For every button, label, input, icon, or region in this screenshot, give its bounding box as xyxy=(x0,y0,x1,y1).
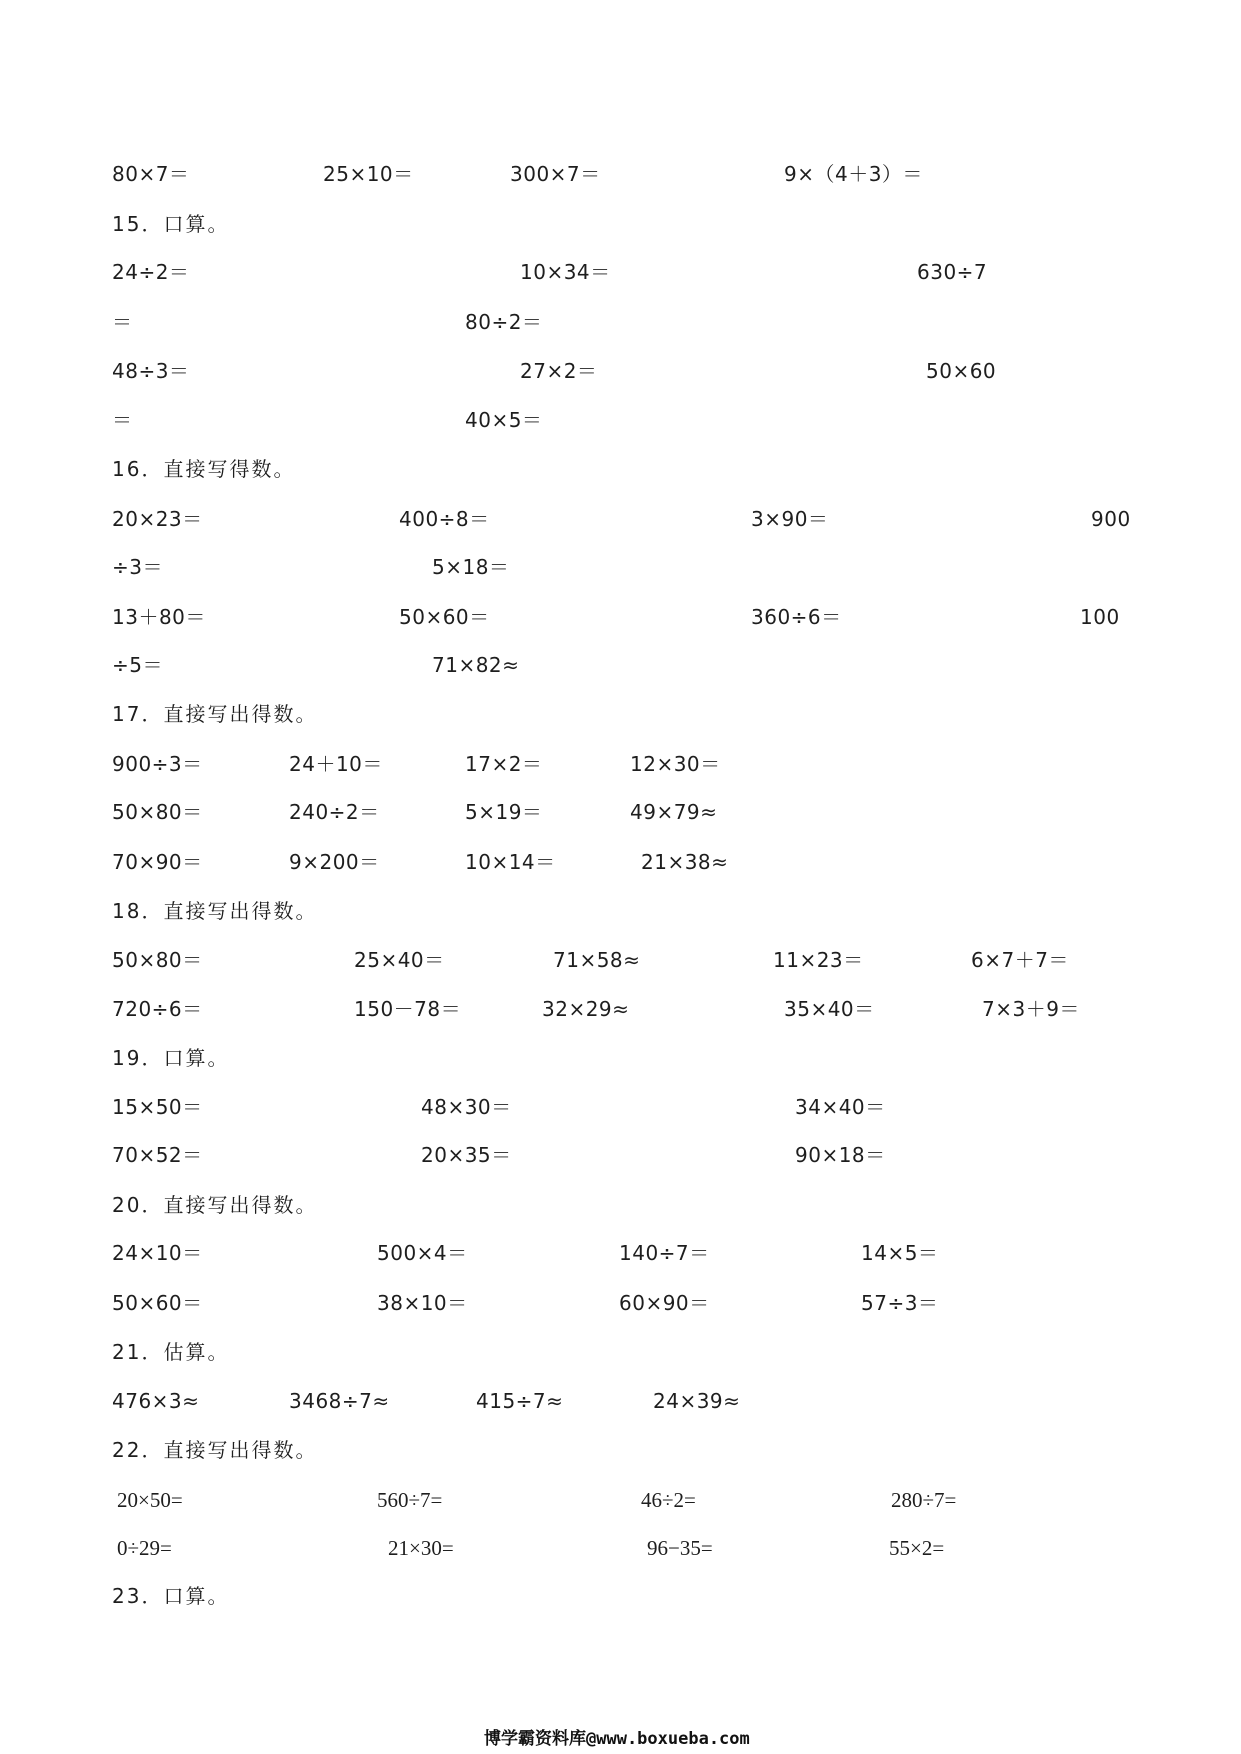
exercise-item: 240÷2＝ xyxy=(289,800,380,824)
exercise-item: 900÷3＝ xyxy=(112,752,203,776)
exercise-item: 96−35= xyxy=(647,1536,713,1560)
exercise-item: 3×90＝ xyxy=(751,507,829,531)
exercise-item: 10×14＝ xyxy=(465,850,556,874)
exercise-item: 415÷7≈ xyxy=(476,1389,564,1413)
exercise-item: 70×52＝ xyxy=(112,1143,203,1167)
exercise-item: ÷3＝ xyxy=(112,555,163,579)
exercise-item: 57÷3＝ xyxy=(861,1291,939,1315)
exercise-item: 46÷2= xyxy=(641,1488,696,1512)
exercise-item: 25×10＝ xyxy=(323,162,414,186)
exercise-item: 280÷7= xyxy=(891,1488,957,1512)
exercise-item: 50×60 xyxy=(926,359,997,383)
exercise-item: 25×40＝ xyxy=(354,948,445,972)
exercise-item: 20×50= xyxy=(117,1488,183,1512)
exercise-item: 500×4＝ xyxy=(377,1241,468,1265)
exercise-item: 17×2＝ xyxy=(465,752,543,776)
exercise-item: 560÷7= xyxy=(377,1488,443,1512)
exercise-item: 24×10＝ xyxy=(112,1241,203,1265)
exercise-item: 21×30= xyxy=(388,1536,454,1560)
exercise-item: 9×200＝ xyxy=(289,850,380,874)
exercise-item: 14×5＝ xyxy=(861,1241,939,1265)
exercise-item: 100 xyxy=(1080,605,1120,629)
exercise-item: 70×90＝ xyxy=(112,850,203,874)
exercise-item: 71×82≈ xyxy=(432,653,520,677)
section-title: 23．口算。 xyxy=(112,1584,230,1608)
exercise-item: 300×7＝ xyxy=(510,162,601,186)
exercise-item: 40×5＝ xyxy=(465,408,543,432)
exercise-item: 34×40＝ xyxy=(795,1095,886,1119)
footer-watermark: 博学霸资料库@www.boxueba.com xyxy=(484,1729,750,1749)
exercise-item: 80×7＝ xyxy=(112,162,190,186)
exercise-item: 50×60＝ xyxy=(112,1291,203,1315)
exercise-item: 27×2＝ xyxy=(520,359,598,383)
exercise-item: 24＋10＝ xyxy=(289,752,383,776)
exercise-item: 360÷6＝ xyxy=(751,605,842,629)
exercise-item: 7×3＋9＝ xyxy=(982,997,1080,1021)
section-title: 18．直接写出得数。 xyxy=(112,899,318,923)
exercise-item: ÷5＝ xyxy=(112,653,163,677)
exercise-item: 5×19＝ xyxy=(465,800,543,824)
exercise-item: 20×23＝ xyxy=(112,507,203,531)
section-title: 15．口算。 xyxy=(112,212,230,236)
exercise-item: 20×35＝ xyxy=(421,1143,512,1167)
exercise-item: 900 xyxy=(1091,507,1131,531)
exercise-item: 10×34＝ xyxy=(520,260,611,284)
exercise-item: 9×（4＋3）＝ xyxy=(784,162,923,186)
exercise-item: 80÷2＝ xyxy=(465,310,543,334)
exercise-item: 12×30＝ xyxy=(630,752,721,776)
exercise-item: 13＋80＝ xyxy=(112,605,206,629)
exercise-item: 21×38≈ xyxy=(641,850,729,874)
exercise-item: 140÷7＝ xyxy=(619,1241,710,1265)
exercise-item: 11×23＝ xyxy=(773,948,864,972)
exercise-item: 55×2= xyxy=(889,1536,945,1560)
section-title: 20．直接写出得数。 xyxy=(112,1193,318,1217)
exercise-item: 630÷7 xyxy=(917,260,988,284)
exercise-item: ＝ xyxy=(112,310,133,334)
exercise-item: 476×3≈ xyxy=(112,1389,200,1413)
exercise-item: 3468÷7≈ xyxy=(289,1389,390,1413)
exercise-item: 0÷29= xyxy=(117,1536,172,1560)
exercise-item: 400÷8＝ xyxy=(399,507,490,531)
exercise-item: 150－78＝ xyxy=(354,997,462,1021)
exercise-item: 50×80＝ xyxy=(112,800,203,824)
section-title: 17．直接写出得数。 xyxy=(112,702,318,726)
exercise-item: 32×29≈ xyxy=(542,997,630,1021)
exercise-item: 48÷3＝ xyxy=(112,359,190,383)
exercise-item: 6×7＋7＝ xyxy=(971,948,1069,972)
section-title: 19．口算。 xyxy=(112,1046,230,1070)
exercise-item: 38×10＝ xyxy=(377,1291,468,1315)
exercise-item: 50×60＝ xyxy=(399,605,490,629)
exercise-item: 5×18＝ xyxy=(432,555,510,579)
section-title: 16．直接写得数。 xyxy=(112,457,296,481)
exercise-item: 49×79≈ xyxy=(630,800,718,824)
exercise-item: 15×50＝ xyxy=(112,1095,203,1119)
exercise-item: 48×30＝ xyxy=(421,1095,512,1119)
exercise-item: 71×58≈ xyxy=(553,948,641,972)
section-title: 21．估算。 xyxy=(112,1340,230,1364)
section-title: 22．直接写出得数。 xyxy=(112,1438,318,1462)
exercise-item: 90×18＝ xyxy=(795,1143,886,1167)
exercise-item: 60×90＝ xyxy=(619,1291,710,1315)
exercise-item: 24÷2＝ xyxy=(112,260,190,284)
exercise-item: 24×39≈ xyxy=(653,1389,741,1413)
exercise-item: 50×80＝ xyxy=(112,948,203,972)
exercise-item: 720÷6＝ xyxy=(112,997,203,1021)
exercise-item: ＝ xyxy=(112,408,133,432)
exercise-item: 35×40＝ xyxy=(784,997,875,1021)
